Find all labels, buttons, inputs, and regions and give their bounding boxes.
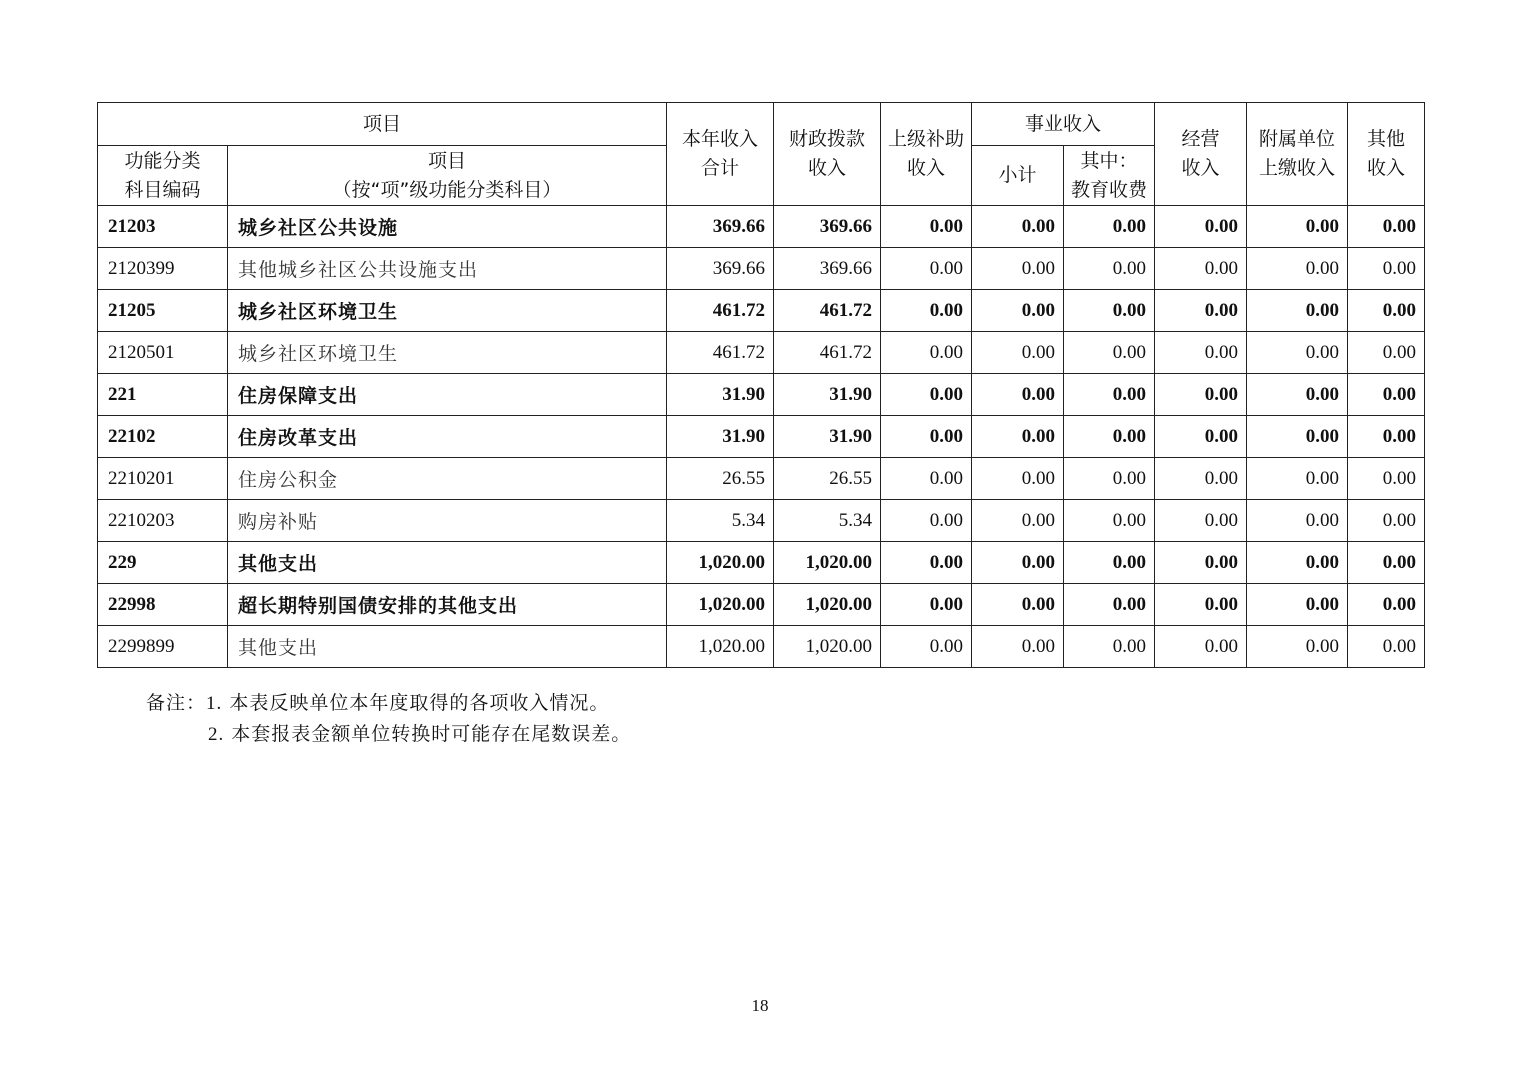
row-edu: 0.00: [1064, 248, 1155, 290]
row-business: 0.00: [1155, 458, 1247, 500]
header-other-line2: 收入: [1367, 157, 1406, 179]
row-fiscal: 461.72: [774, 290, 881, 332]
header-superior-line1: 上级补助: [888, 128, 965, 150]
header-fiscal: [774, 103, 881, 206]
row-edu: 0.00: [1064, 626, 1155, 668]
table-row: [98, 290, 1425, 332]
row-name: 住房公积金: [228, 458, 667, 500]
row-superior: 0.00: [881, 626, 972, 668]
header-other-line1: 其他: [1367, 128, 1406, 150]
row-edu: 0.00: [1064, 416, 1155, 458]
row-superior: 0.00: [881, 206, 972, 248]
row-other: 0.00: [1348, 458, 1425, 500]
row-name: 城乡社区公共设施: [228, 206, 667, 248]
table-body: [98, 206, 1425, 668]
row-subtotal: 0.00: [972, 500, 1064, 542]
row-business: 0.00: [1155, 206, 1247, 248]
header-func-code-line1: 功能分类: [124, 149, 201, 172]
row-fiscal: 31.90: [774, 416, 881, 458]
row-total: 26.55: [667, 458, 774, 500]
table-row: [98, 584, 1425, 626]
row-code: 221: [98, 374, 228, 416]
header-affiliate-line2: 上缴收入: [1259, 157, 1336, 179]
header-edu: [1064, 146, 1155, 206]
header-item: [228, 146, 667, 206]
row-total: 31.90: [667, 416, 774, 458]
row-subtotal: 0.00: [972, 542, 1064, 584]
row-subtotal: 0.00: [972, 374, 1064, 416]
note-2-text: 本套报表金额单位转换时可能存在尾数误差。: [231, 723, 632, 745]
row-superior: 0.00: [881, 458, 972, 500]
row-fiscal: 1,020.00: [774, 626, 881, 668]
row-affiliate: 0.00: [1247, 416, 1348, 458]
header-superior: [881, 103, 972, 206]
row-business: 0.00: [1155, 542, 1247, 584]
row-edu: 0.00: [1064, 332, 1155, 374]
row-name: 其他支出: [228, 542, 667, 584]
row-code: 22102: [98, 416, 228, 458]
header-total-line1: 本年收入: [682, 128, 759, 150]
table-row: [98, 626, 1425, 668]
row-fiscal: 1,020.00: [774, 542, 881, 584]
row-edu: 0.00: [1064, 206, 1155, 248]
row-business: 0.00: [1155, 500, 1247, 542]
header-item-line1: 项目: [428, 149, 467, 172]
row-total: 369.66: [667, 248, 774, 290]
row-other: 0.00: [1348, 206, 1425, 248]
row-business: 0.00: [1155, 626, 1247, 668]
table-row: [98, 332, 1425, 374]
table-row: [98, 248, 1425, 290]
row-code: 22998: [98, 584, 228, 626]
row-edu: 0.00: [1064, 290, 1155, 332]
row-other: 0.00: [1348, 374, 1425, 416]
row-business: 0.00: [1155, 290, 1247, 332]
row-superior: 0.00: [881, 542, 972, 584]
row-fiscal: 1,020.00: [774, 584, 881, 626]
row-code: 2210201: [98, 458, 228, 500]
header-edu-line1: 其中：: [1080, 149, 1138, 172]
row-affiliate: 0.00: [1247, 626, 1348, 668]
header-superior-line2: 收入: [907, 157, 946, 179]
row-name: 住房改革支出: [228, 416, 667, 458]
table-header: [98, 103, 1425, 206]
row-affiliate: 0.00: [1247, 332, 1348, 374]
row-superior: 0.00: [881, 500, 972, 542]
row-code: 2120399: [98, 248, 228, 290]
row-superior: 0.00: [881, 248, 972, 290]
header-total: [667, 103, 774, 206]
row-business: 0.00: [1155, 332, 1247, 374]
note-line-2: [146, 719, 631, 750]
income-table: [97, 102, 1425, 668]
row-superior: 0.00: [881, 332, 972, 374]
row-subtotal: 0.00: [972, 416, 1064, 458]
header-other: [1348, 103, 1425, 206]
row-edu: 0.00: [1064, 458, 1155, 500]
row-code: 229: [98, 542, 228, 584]
row-total: 369.66: [667, 206, 774, 248]
row-total: 31.90: [667, 374, 774, 416]
row-fiscal: 461.72: [774, 332, 881, 374]
row-superior: 0.00: [881, 416, 972, 458]
row-total: 1,020.00: [667, 542, 774, 584]
header-business-line2: 收入: [1181, 157, 1220, 179]
header-fiscal-line1: 财政拨款: [789, 128, 866, 150]
header-total-line2: 合计: [701, 157, 740, 179]
row-name: 住房保障支出: [228, 374, 667, 416]
row-business: 0.00: [1155, 374, 1247, 416]
row-code: 21203: [98, 206, 228, 248]
row-fiscal: 369.66: [774, 248, 881, 290]
header-career: 事业收入: [972, 103, 1155, 146]
header-business: [1155, 103, 1247, 206]
row-total: 461.72: [667, 332, 774, 374]
row-affiliate: 0.00: [1247, 374, 1348, 416]
header-func-code: [98, 146, 228, 206]
header-business-line1: 经营: [1181, 128, 1220, 150]
table-row: [98, 458, 1425, 500]
row-superior: 0.00: [881, 374, 972, 416]
row-code: 2299899: [98, 626, 228, 668]
row-business: 0.00: [1155, 584, 1247, 626]
row-superior: 0.00: [881, 290, 972, 332]
row-total: 1,020.00: [667, 626, 774, 668]
row-edu: 0.00: [1064, 500, 1155, 542]
row-fiscal: 31.90: [774, 374, 881, 416]
row-subtotal: 0.00: [972, 290, 1064, 332]
row-name: 其他支出: [228, 626, 667, 668]
row-total: 461.72: [667, 290, 774, 332]
header-edu-line2: 教育收费: [1071, 178, 1148, 201]
row-total: 1,020.00: [667, 584, 774, 626]
note-line-1: [146, 688, 631, 719]
table-row: [98, 542, 1425, 584]
row-other: 0.00: [1348, 500, 1425, 542]
row-code: 2120501: [98, 332, 228, 374]
row-superior: 0.00: [881, 584, 972, 626]
header-item-line2: （按“项”级功能分类科目）: [332, 178, 562, 201]
row-fiscal: 5.34: [774, 500, 881, 542]
row-affiliate: 0.00: [1247, 458, 1348, 500]
row-affiliate: 0.00: [1247, 584, 1348, 626]
row-business: 0.00: [1155, 248, 1247, 290]
row-affiliate: 0.00: [1247, 542, 1348, 584]
row-name: 购房补贴: [228, 500, 667, 542]
table-row: [98, 374, 1425, 416]
header-subtotal: 小计: [972, 146, 1064, 206]
row-other: 0.00: [1348, 290, 1425, 332]
row-other: 0.00: [1348, 542, 1425, 584]
row-code: 2210203: [98, 500, 228, 542]
row-subtotal: 0.00: [972, 626, 1064, 668]
notes-label: 备注：: [146, 692, 207, 714]
row-subtotal: 0.00: [972, 332, 1064, 374]
note-1-text: 本表反映单位本年度取得的各项收入情况。: [229, 692, 610, 714]
header-func-code-line2: 科目编码: [124, 178, 201, 201]
row-edu: 0.00: [1064, 542, 1155, 584]
row-name: 其他城乡社区公共设施支出: [228, 248, 667, 290]
row-code: 21205: [98, 290, 228, 332]
table-row: [98, 500, 1425, 542]
row-edu: 0.00: [1064, 374, 1155, 416]
table-row: [98, 416, 1425, 458]
row-name: 城乡社区环境卫生: [228, 332, 667, 374]
row-subtotal: 0.00: [972, 248, 1064, 290]
row-name: 超长期特别国债安排的其他支出: [228, 584, 667, 626]
row-name: 城乡社区环境卫生: [228, 290, 667, 332]
row-subtotal: 0.00: [972, 584, 1064, 626]
table-row: [98, 206, 1425, 248]
notes: [146, 688, 631, 750]
header-affiliate: [1247, 103, 1348, 206]
note-1-number: 1.: [206, 693, 223, 714]
row-other: 0.00: [1348, 248, 1425, 290]
row-fiscal: 369.66: [774, 206, 881, 248]
row-subtotal: 0.00: [972, 206, 1064, 248]
header-affiliate-line1: 附属单位: [1259, 128, 1336, 150]
row-other: 0.00: [1348, 626, 1425, 668]
row-other: 0.00: [1348, 416, 1425, 458]
page-number: 18: [751, 996, 769, 1015]
header-fiscal-line2: 收入: [808, 157, 847, 179]
row-edu: 0.00: [1064, 584, 1155, 626]
row-affiliate: 0.00: [1247, 290, 1348, 332]
header-project: 项目: [98, 103, 667, 146]
row-other: 0.00: [1348, 584, 1425, 626]
note-2-number: 2.: [208, 724, 225, 745]
row-affiliate: 0.00: [1247, 206, 1348, 248]
row-fiscal: 26.55: [774, 458, 881, 500]
row-subtotal: 0.00: [972, 458, 1064, 500]
row-business: 0.00: [1155, 416, 1247, 458]
row-total: 5.34: [667, 500, 774, 542]
row-other: 0.00: [1348, 332, 1425, 374]
row-affiliate: 0.00: [1247, 500, 1348, 542]
row-affiliate: 0.00: [1247, 248, 1348, 290]
